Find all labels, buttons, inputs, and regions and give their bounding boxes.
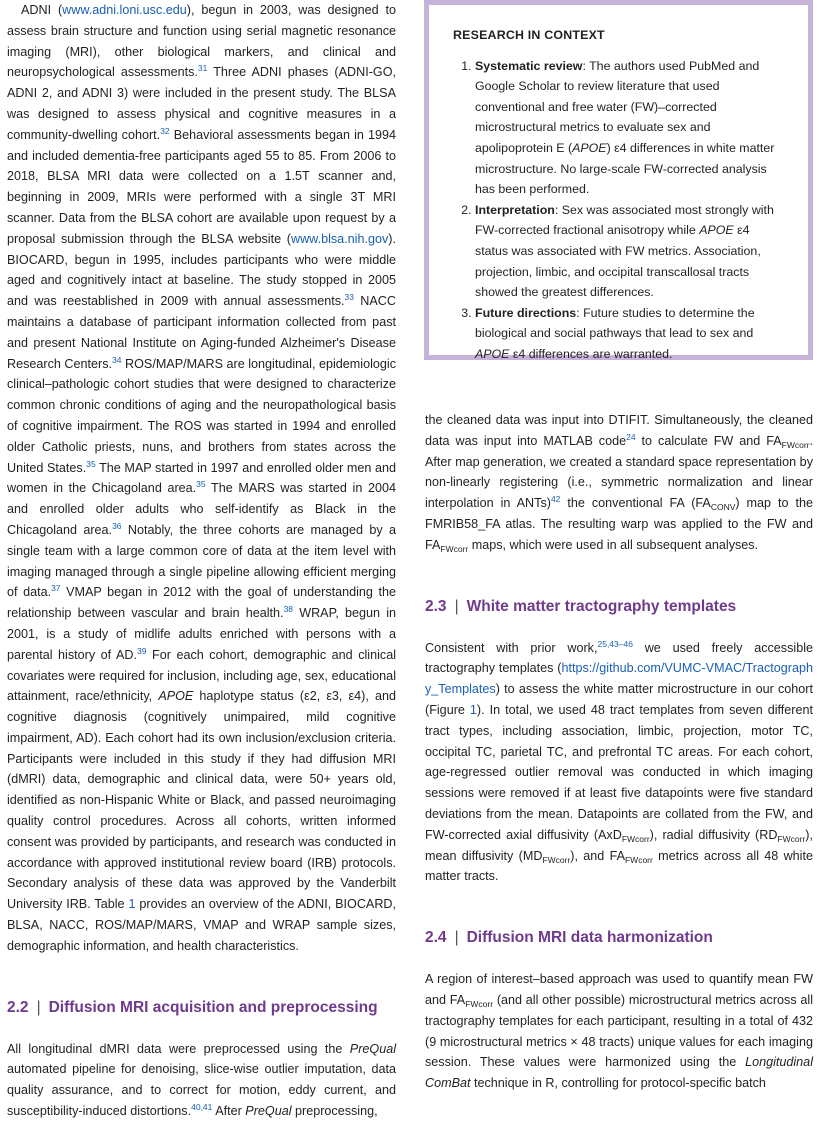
section-2-2-heading: 2.2 | Diffusion MRI acquisition and preprocessing	[7, 998, 378, 1016]
list-item: 1. Systematic review: The authors used PubMed and Google Scholar to review literature that used conventional and free water (FW)–corrected microstructural metrics to evaluate sex and apolipoprotein E (APOE) ε4 differences in white matter microstructure. No large-scale FW-corrected analysis has been performed.	[475, 56, 786, 200]
paragraph-preprocessing: All longitudinal dMRI data were preprocessed using the PreQual automated pipeline for denoising, slice-wise outlier imputation, data quality assurance, and to correct for motion, eddy current, and susceptibility-induced distortions.$^{40,41}$ After PreQual preprocessing,	[7, 1041, 396, 1119]
research-in-context-box	[424, 0, 813, 360]
box-list	[453, 56, 786, 365]
blsa-link[interactable]: www.blsa.nih.gov	[290, 231, 389, 246]
paragraph-harmonization: A region of interest–based approach was used to quantify mean FW and $FA_{FWcorr}$ (and all other possible) microstructural metrics across all tractography templates for each participant, resulting in a total of 432 (9 microstructural metrics × 48 tracts) unique values for each imaging session. These values were harmonized using the Longitudinal ComBat technique in R, controlling for protocol-specific batch	[425, 972, 813, 1091]
paragraph-tractography: Consistent with prior work,$^{25,43-46}$ we used freely accessible tractography templates (https://github.com/VUMC-VMAC/Tractography_Templates) to assess the white matter microstructure in our cohort (Figure 1). In total, we used 48 tract templates from seven different tract types, including association, limbic, projection, motor TC, occipital TC, parietal TC, and prefrontal TC areas. For each cohort, age-regressed outlier removal was conducted in which imaging sessions were removed if at least five datapoints were five standard deviations from the mean. Datapoints are collated from the FW, and FW-corrected axial diffusivity (AxD$_{FWcorr}$), radial diffusivity $(RD_{FWcorr})$, mean diffusivity $(MD_{FWcorr})$, and $FA_{FWcorr}$ metrics across all 48 white matter tracts.	[425, 638, 814, 884]
list-item: 3. Future directions: Future studies to determine the biological and social pathways that lead to sex and APOE ε4 differences are warranted.	[475, 303, 786, 365]
section-2-4-heading: 2.4 | Diffusion MRI data harmonization	[425, 929, 713, 947]
left-column	[7, 0, 396, 1122]
list-item: 2. Interpretation: Sex was associated most strongly with FW-corrected fractional anisotropy while APOE ε4 status was associated with FW metrics. Association, projection, limbic, and occipital transcallosal tracts showed the greatest differences.	[475, 200, 786, 303]
paragraph-dtifit: the cleaned data was input into DTIFIT. Simultaneously, the cleaned data was input into MATLAB code$^{24}$ to calculate FW and $FA_{FWcorr}$. After map generation, we created a standard space representation by non-linearly registering (i.e., symmetric normalization and linear interpolation in ANTs)$^{42}$ the conventional FA $(FA_{CONV})$ map to the FMRIB58_FA atlas. The resulting warp was applied to the FW and $FA_{FWcorr}$ maps, which were used in all subsequent analyses.	[425, 413, 814, 554]
paragraph-cohorts: ADNI (www.adni.loni.usc.edu), begun in 2003, was designed to assess brain structure and function using serial magnetic resonance imaging (MRI), other biological markers, and clinical and neuropsychological assessments.$^{31}$ Three ADNI phases (ADNI-GO, ADNI 2, and ADNI 3) were included in the present study. The BLSA was designed to assess physical and cognitive measures in a community-dwelling cohort.$^{32}$ Behavioral assessments began in 1994 and included dementia-free participants aged 55 to 85. From 2006 to 2018, BLSA MRI data were collected on a 1.5T scanner and, beginning in 2009, MRIs were performed with a single 3T MRI scanner. Data from the BLSA cohort are available upon request by a proposal submission through the BLSA website (www.blsa.nih.gov). BIOCARD, begun in 1995, includes participants who were middle aged and cognitively intact at baseline. The study stopped in 2005 and was reestablished in 2009 with annual assessments.$^{33}$ NACC maintains a database of participant information collected from past and present National Institute on Aging-funded Alzheimer's Disease Research Centers.$^{34}$ ROS/MAP/MARS are longitudinal, epidemiologic clinical–pathologic cohort studies that were designed to characterize common chronic conditions of aging and the neuropathological basis of cognitive impairment. The ROS was started in 1994 and enrolled older Catholic priests, nuns, and brothers from states across the United States.$^{35}$ The MAP started in 1997 and enrolled older men and women in the Chicagoland area.$^{35}$ The MARS was started in 2004 and enrolled older adults who self-identify as Black in the Chicagoland area.$^{36}$ Notably, the three cohorts are managed by a single team with a large common core of data at the item level with imaging managed through a single pipeline allowing efficient merging of data.$^{37}$ VMAP began in 2012 with the goal of understanding the relationship between vascular and brain health.$^{38}$ WRAP, begun in 2001, is a study of midlife adults enriched with persons with a parental history of AD.$^{39}$ For each cohort, demographic and clinical covariates were required for inclusion, including age, sex, educational attainment, race/ethnicity, APOE haplotype status (ε2, ε3, ε4), and cognitive diagnosis (cognitively unimpaired, mild cognitive impairment, AD). Each cohort had its own inclusion/exclusion criteria. Participants were included in this study if they had diffusion MRI (dMRI) data, demographic and clinical data, were 50+ years old, identified as non-Hispanic White or Black, and passed neuroimaging quality control procedures. Across all cohorts, written informed consent was provided by participants, and research was conducted in accordance with approved institutional review board (IRB) protocols. Secondary analysis of these data was approved by the Vanderbilt University IRB. Table 1 provides an overview of the ADNI, BIOCARD, BLSA, NACC, ROS/MAP/MARS, VMAP and WRAP sample sizes, demographic information, and health characteristics.	[7, 3, 397, 953]
github-link[interactable]: https://github.com/VUMC-VMAC/Tractography_Templates	[425, 661, 813, 697]
box-title: RESEARCH IN CONTEXT	[453, 28, 605, 42]
right-column	[425, 410, 813, 1094]
section-2-3-heading: 2.3 | White matter tractography templates	[425, 597, 737, 615]
adni-link[interactable]: www.adni.loni.usc.edu	[62, 3, 187, 17]
